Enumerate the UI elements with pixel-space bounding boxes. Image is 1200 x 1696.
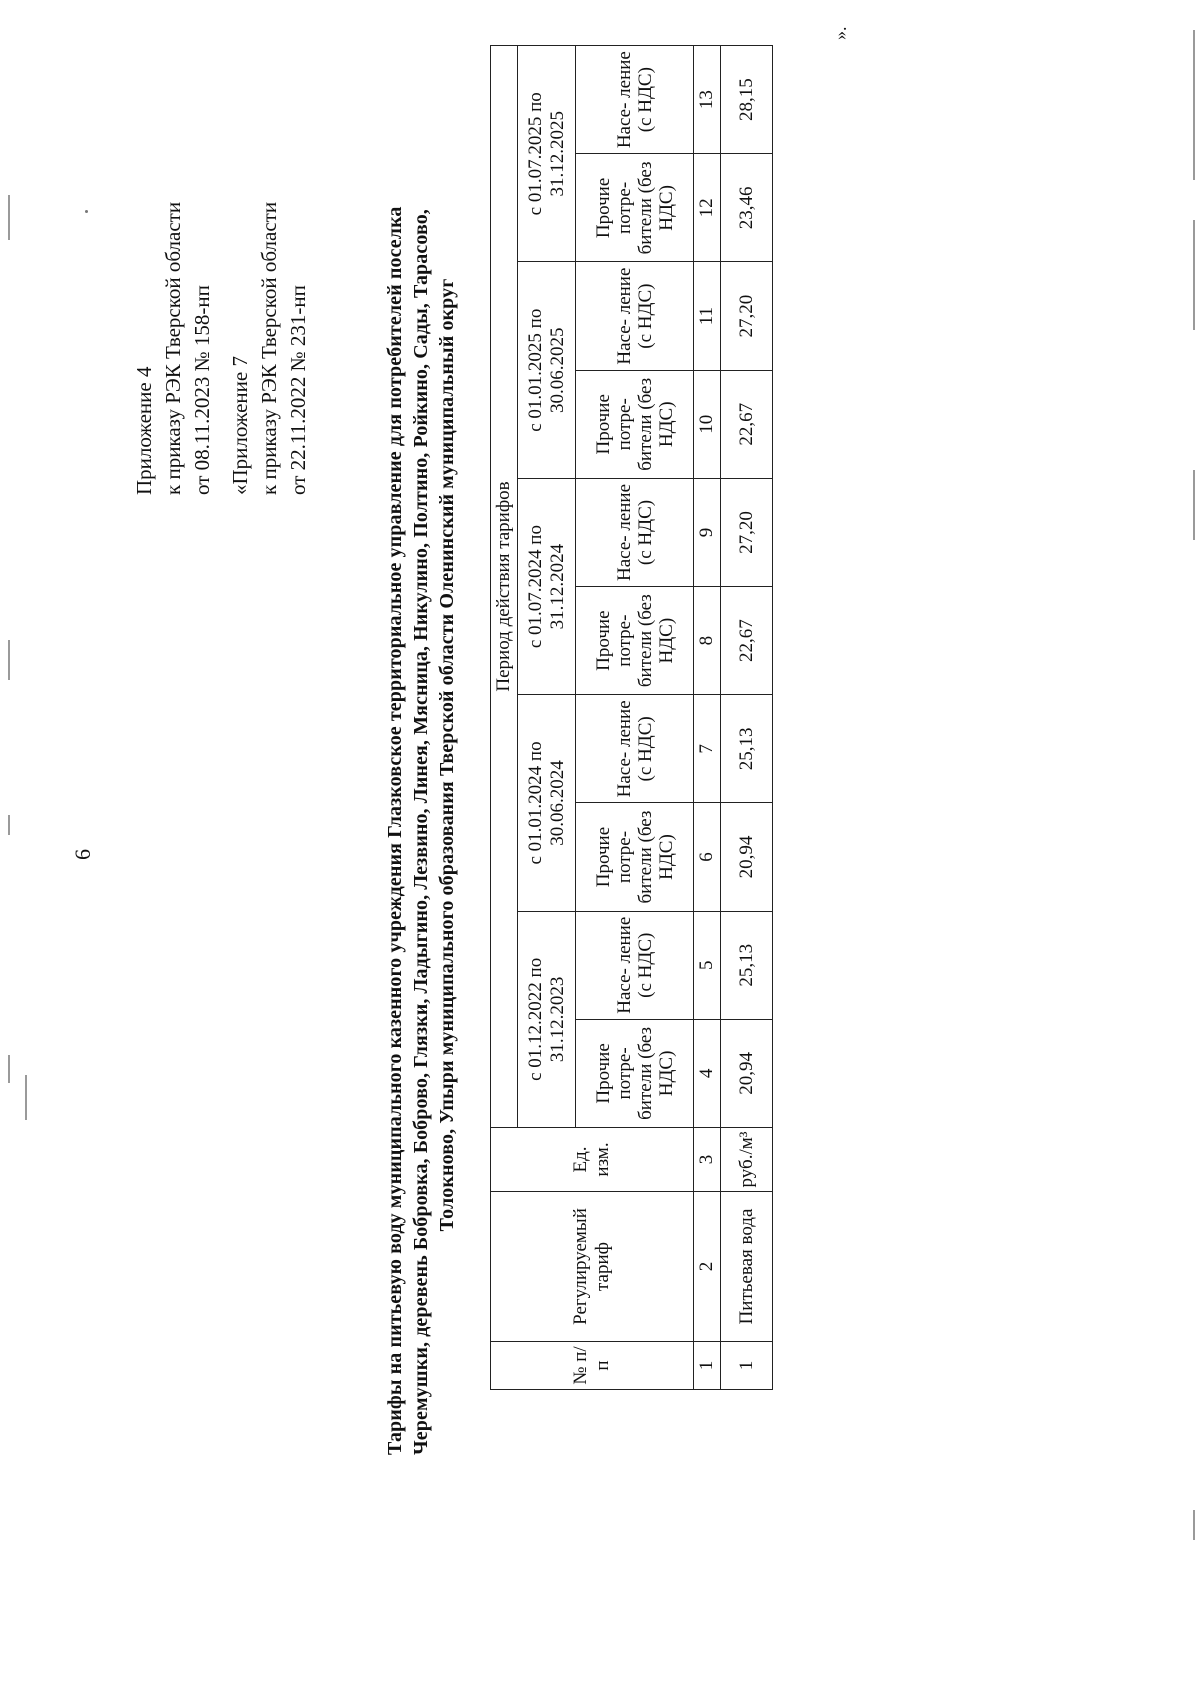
title-line: Тарифы на питьевую воду муниципального казенного учреждения Глазковское территориальное управление для потребителей поселка <box>384 206 406 1455</box>
table-cell: 20,94 <box>721 803 773 911</box>
table-cell: 28,15 <box>721 46 773 154</box>
table-cell: 11 <box>694 262 721 370</box>
table-cell: 22,67 <box>721 370 773 478</box>
header-date-range: с 01.12.2022 по 31.12.2023 <box>518 911 576 1127</box>
header-unit: Ед. изм. <box>491 1128 694 1192</box>
amended-appendix-reference <box>226 202 313 495</box>
table-cell: 27,20 <box>721 478 773 586</box>
closing-quote: ». <box>830 26 850 40</box>
table-cell: 3 <box>694 1128 721 1192</box>
scan-mark <box>1193 220 1195 330</box>
header-date-range: с 01.07.2025 по 31.12.2025 <box>518 46 576 263</box>
table-cell: 10 <box>694 370 721 478</box>
header-other-consumers: Прочие потре- бители (без НДС) <box>576 154 694 262</box>
header-date-range: с 01.01.2024 по 30.06.2024 <box>518 695 576 911</box>
appendix-line: от 08.11.2023 № 158-нп <box>190 285 214 495</box>
header-num: № п/ п <box>491 1342 694 1390</box>
appendix-reference <box>130 202 217 495</box>
table-cell: 1 <box>721 1342 773 1390</box>
header-population: Насе- ление (с НДС) <box>576 911 694 1019</box>
column-index-row <box>694 46 721 1390</box>
table-cell: 12 <box>694 154 721 262</box>
appendix-line: к приказу РЭК Тверской области <box>257 201 281 495</box>
table-header-row <box>491 46 518 1390</box>
table-cell: 2 <box>694 1192 721 1342</box>
title-line: Черемушки, деревень Бобровка, Боброво, Глязки, Ладыгино, Лезвино, Линея, Мясница, Никулино, Полтино, Ройкино, Сады, Тарасово, <box>410 209 432 1455</box>
header-other-consumers: Прочие потре- бители (без НДС) <box>576 587 694 695</box>
table-cell: 1 <box>694 1342 721 1390</box>
appendix-line: Приложение 4 <box>132 366 156 495</box>
table-cell: 25,13 <box>721 911 773 1019</box>
header-date-range: с 01.07.2024 по 31.12.2024 <box>518 478 576 694</box>
table-cell: руб./м³ <box>721 1128 773 1192</box>
header-tariff: Регулируемый тариф <box>491 1192 694 1342</box>
table-cell: 25,13 <box>721 695 773 803</box>
header-date-range: с 01.01.2025 по 30.06.2025 <box>518 262 576 478</box>
scan-mark <box>1193 1510 1195 1540</box>
appendix-line: «Приложение 7 <box>228 356 252 495</box>
table-cell: 5 <box>694 911 721 1019</box>
table-cell: 27,20 <box>721 262 773 370</box>
header-population: Насе- ление (с НДС) <box>576 46 694 154</box>
title-line: Толокново, Упыри муниципального образования Тверской области Оленинский муниципальный округ <box>436 278 458 1232</box>
table-cell: 6 <box>694 803 721 911</box>
table-cell: 20,94 <box>721 1019 773 1127</box>
table-cell: 9 <box>694 478 721 586</box>
header-period: Период действия тарифов <box>491 46 518 1128</box>
header-population: Насе- ление (с НДС) <box>576 262 694 370</box>
table-cell: 8 <box>694 587 721 695</box>
header-other-consumers: Прочие потре- бители (без НДС) <box>576 803 694 911</box>
table-cell: 23,46 <box>721 154 773 262</box>
appendix-line: к приказу РЭК Тверской области <box>161 201 185 495</box>
table-cell: 22,67 <box>721 587 773 695</box>
page-number: 6 <box>70 849 95 860</box>
table-cell: 4 <box>694 1019 721 1127</box>
header-other-consumers: Прочие потре- бители (без НДС) <box>576 1019 694 1127</box>
table-cell: Питьевая вода <box>721 1192 773 1342</box>
scan-mark <box>1193 30 1195 180</box>
header-population: Насе- ление (с НДС) <box>576 478 694 586</box>
document-title <box>382 55 460 1455</box>
scan-mark <box>1193 470 1195 540</box>
table-cell: 7 <box>694 695 721 803</box>
header-population: Насе- ление (с НДС) <box>576 695 694 803</box>
header-other-consumers: Прочие потре- бители (без НДС) <box>576 370 694 478</box>
appendix-line: от 22.11.2022 № 231-нп <box>286 285 310 495</box>
table-row <box>721 46 773 1390</box>
tariff-table <box>490 45 773 1390</box>
table-cell: 13 <box>694 46 721 154</box>
